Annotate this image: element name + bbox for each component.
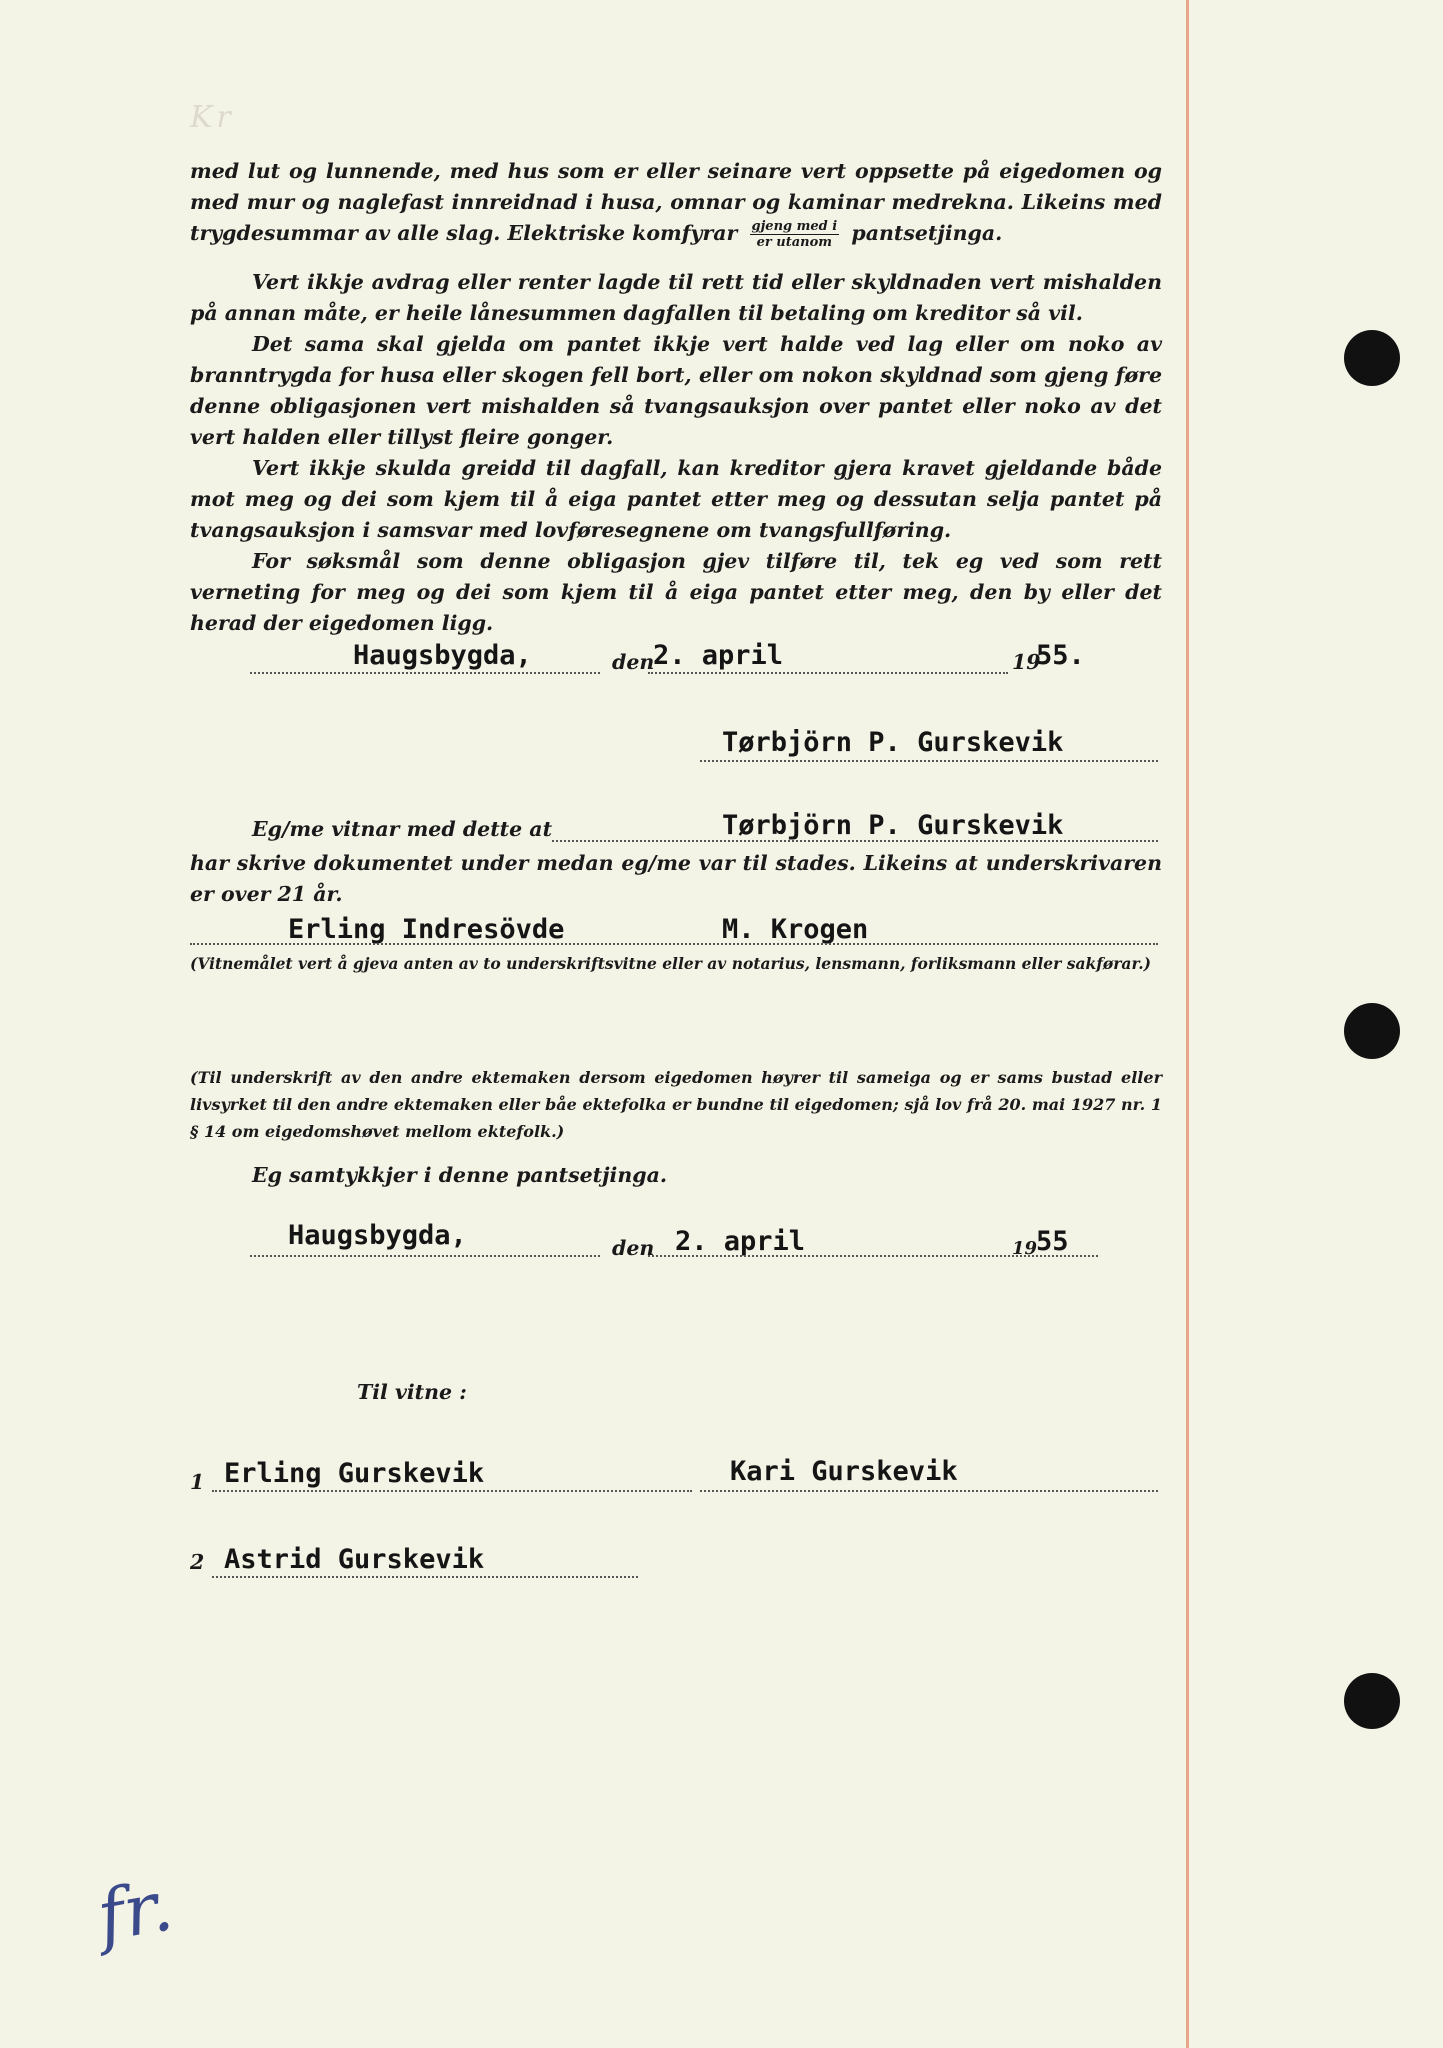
consent-witness-2: Astrid Gurskevik [224, 1544, 485, 1575]
date-2: 2. april [675, 1226, 806, 1257]
paragraph-default: Vert ikkje avdrag eller renter lagde til rett tid eller skyldnaden vert mishalden på annan måte, er heile lånesummen dagfallen til betaling om kreditor så vil. [190, 270, 1162, 325]
faded-header: Kr [190, 100, 235, 135]
witness-subject: Tørbjörn P. Gurskevik [722, 810, 1064, 841]
year-2: 55 [1036, 1226, 1069, 1257]
witness-text: har skrive dokumentet under medan eg/me var til stades. Likeins at underskrivaren er over 21 år. [190, 851, 1162, 906]
witness-number-1: 1 [190, 1470, 205, 1494]
consent-witness-1: Erling Gurskevik [224, 1458, 485, 1489]
year-prefix-1: 19 [1012, 650, 1041, 674]
paragraph-mortgage-scope: med lut og lunnende, med hus som er eller seinare vert oppsette på eigedomen og med mur og naglefast innreidnad i husa, omnar og kaminar medrekna. Likeins med trygdesummar av alle slag. Elektriske komfyrar $\frac{\text{gjeng med i}}{\text{er utanom}}$ pantsetjinga. [190, 159, 1162, 250]
consent-text: Eg samtykkjer i denne pantsetjinga. [252, 1163, 667, 1187]
den-label-1: den [612, 650, 655, 674]
year-prefix-2: 19 [1012, 1238, 1038, 1259]
punch-hole [1344, 1003, 1400, 1059]
witness-1: Erling Indresövde [288, 914, 565, 945]
paragraph-enforcement: Vert ikkje skulda greidd til dagfall, kan kreditor gjera kravet gjeldande både mot meg og dei som kjem til å eiga pantet etter meg og dessutan selja pantet på tvangsauksjon i samsvar med lovføresegnene om tvangsfullføring. [190, 456, 1162, 542]
margin-rule [1186, 0, 1189, 2048]
paragraph-venue: For søksmål som denne obligasjon gjev tilføre til, tek eg ved som rett verneting for meg og dei som kjem til å eiga pantet etter meg, den by eller det herad der eigedomen ligg. [190, 549, 1162, 635]
spouse-signature: Kari Gurskevik [730, 1456, 958, 1487]
choice-fraction: $\frac{\text{gjeng med i}}{\text{er utanom}}$ [751, 219, 838, 250]
den-label-2: den [612, 1236, 655, 1260]
date-1: 2. april [653, 640, 784, 671]
paragraph-insurance: Det sama skal gjelda om pantet ikkje vert halde ved lag eller om noko av branntrygda for husa eller skogen fell bort, eller om nokon skyldnad som gjeng føre denne obligasjonen vert mishalden så tvangsauksjon over pantet eller noko av det vert halden eller tillyst fleire gonger. [190, 332, 1162, 449]
punch-hole [1344, 1673, 1400, 1729]
year-1: 55. [1036, 640, 1085, 671]
witness-lead: Eg/me vitnar med dette at [252, 817, 553, 841]
witness-number-2: 2 [190, 1550, 205, 1574]
spouse-note: (Til underskrift av den andre ektemaken dersom eigedomen høyrer til sameiga og er sams bustad eller livsyrket til den andre ektemaken eller båe ektefolka er bundne til eigedomen; sjå lov frå 20. mai 1927 nr. 1 § 14 om eigedomshøvet mellom ektefolk.) [190, 1068, 1162, 1141]
witness-label: Til vitne : [357, 1380, 467, 1404]
place-1: Haugsbygda, [353, 640, 532, 671]
witness-2: M. Krogen [722, 914, 869, 945]
witness-note: (Vitnemålet vert å gjeva anten av to underskriftsvitne eller av notarius, lensmann, forliksmann eller sakførar.) [190, 954, 1151, 973]
debtor-signature: Tørbjörn P. Gurskevik [722, 727, 1064, 758]
punch-hole [1344, 330, 1400, 386]
place-2: Haugsbygda, [288, 1220, 467, 1251]
handwritten-initials: fr. [91, 1864, 179, 1958]
